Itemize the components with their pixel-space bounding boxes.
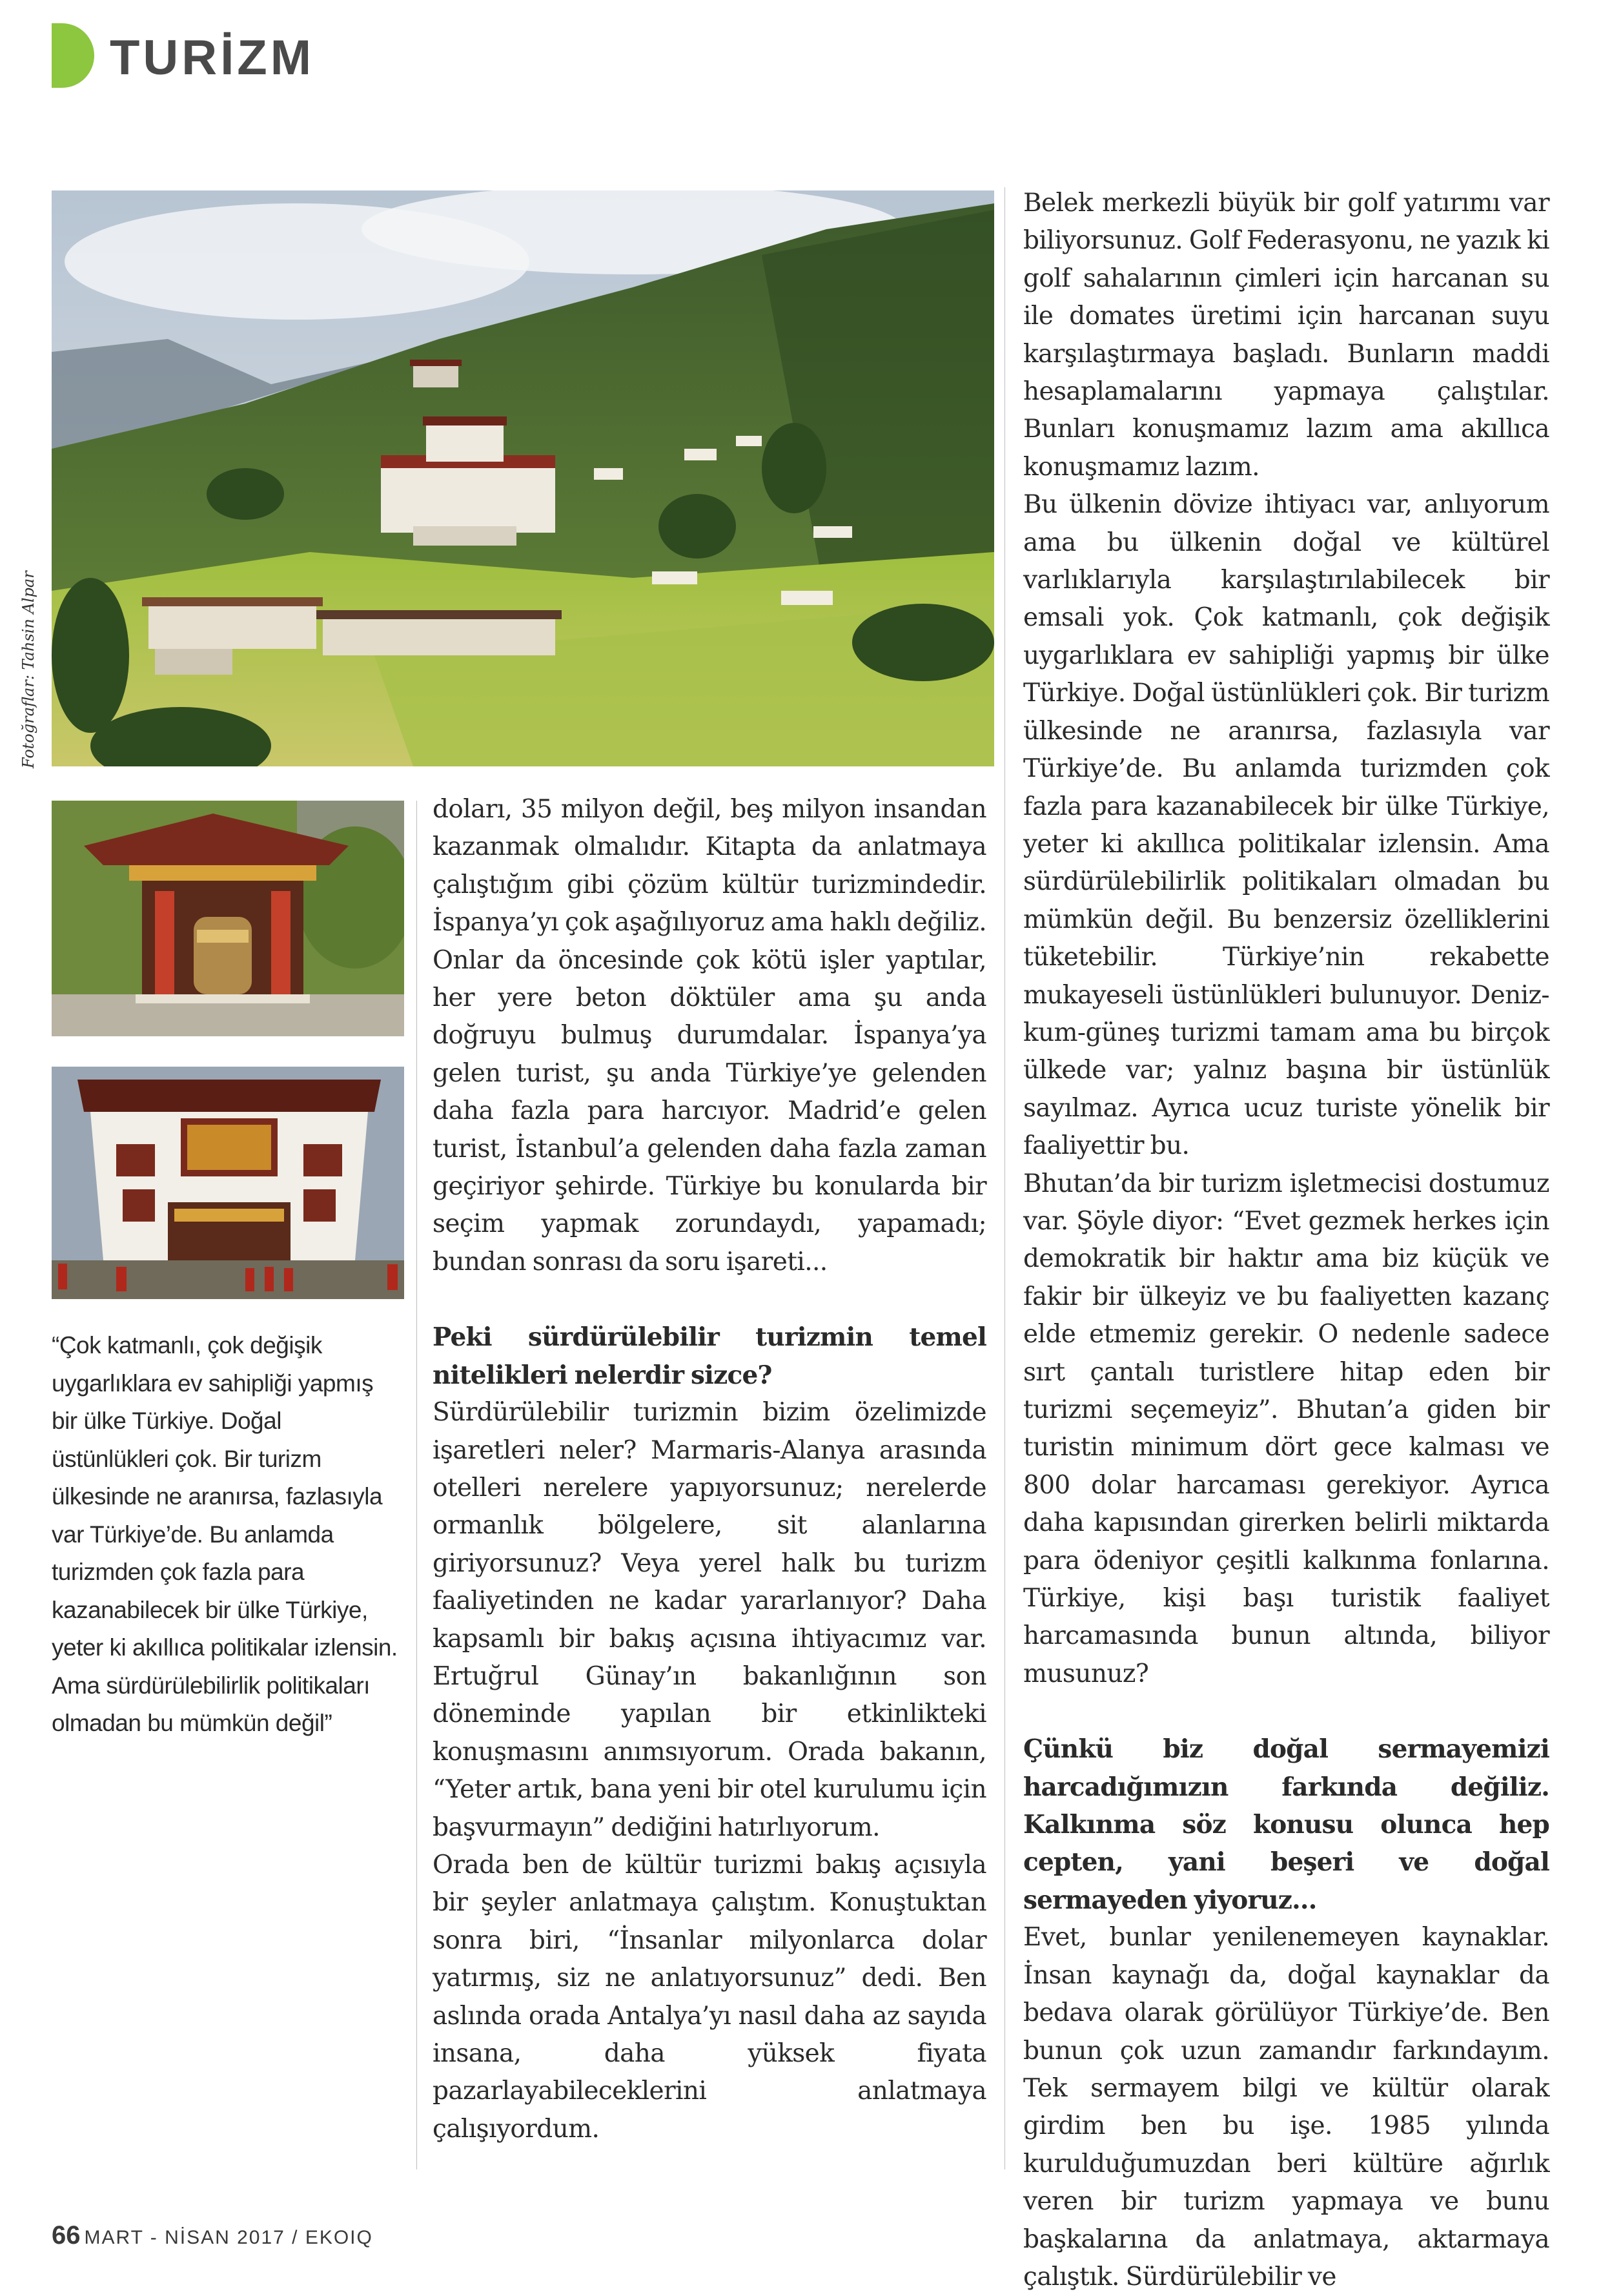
page-footer — [52, 2221, 373, 2250]
main-landscape-photo — [52, 190, 994, 766]
page-number: 66 — [52, 2221, 81, 2250]
paragraph: doları, 35 milyon değil, beş milyon insandan kazanmak olmalıdır. Kitapta da anlatmaya çalıştığım gibi çözüm kültür turizmindedir. İspanya’yı çok aşağılıyoruz ama haklı değiliz. Onlar da öncesinde çok kötü işler yaptılar, her yere beton döktüler ama şu anda doğruyu bulmuş durumdalar. İspanya’ya gelen turist, şu anda Türkiye’ye gelenden daha fazla para harcıyor. Madrid’e gelen turist, İstanbul’a gelenden daha fazla zaman geçiriyor şehirde. Türkiye bu konularda bir seçim yapmak zorundaydı, yapamadı; bundan sonrası da soru işareti... — [433, 795, 986, 1276]
paragraph: Bhutan’da bir turizm işletmecisi dostumuz var. Şöyle diyor: “Evet gezmek herkes için demokratik bir haktır ama biz küçük ve fakir bir ülkeyiz ve bu faaliyetten kazanç elde etmemiz gerekir. O nedenle sadece sırt çantalı turistlere hitap eden bir turizmi seçemeyiz”. Bhutan’a giden bir turistin minimum dört gece kalması ve 800 dolar harcaması gerekiyor. Ayrıca daha kapısından girerken belirli miktarda para ödeniyor çeşitli kalkınma fonlarına. Türkiye, kişi başı turistik faaliyet harcamasında bunun altında, biliyor musunuz? — [1023, 1169, 1549, 1688]
column-divider-left — [416, 801, 417, 2169]
dzong-facade-photo — [52, 1067, 404, 1299]
dzong-image — [52, 1067, 404, 1299]
spacer — [433, 1281, 986, 1318]
right-text-column — [1023, 185, 1549, 2296]
spacer — [1023, 1693, 1549, 1730]
paragraph: Bu ülkenin dövize ihtiyacı var, anlıyorum ama bu ülkenin doğal ve kültürel varlıklarıyla karşılaştırılabilecek bir emsali yok. Çok katmanlı, çok değişik uygarlıklara ev sahipliği yapmış bir ülke Türkiye. Doğal üstünlükleri çok. Bir turizm ülkesinde ne aranırsa, fazlasıyla var Türkiye’de. Bu anlamda turizmden çok fazla para kazanabilecek bir ülke Türkiye, yeter ki akıllıca politikalar izlensin. Ama sürdürülebilirlik politikaları olmadan bu mümkün değil. Bu benzersiz özelliklerini tüketebilir. Türkiye’nin rekabette mukayeseli üstünlükleri bulunuyor. Deniz-kum-güneş turizmi tamam ama bu birçok ülkede var; yalnız başına bir üstünlük sayılmaz. Ayrıca ucuz turiste yönelik bir faaliyettir bu. — [1023, 490, 1549, 1161]
prayer-wheel-temple-photo — [52, 801, 404, 1036]
paragraph: Belek merkezli büyük bir golf yatırımı var biliyorsunuz. Golf Federasyonu, ne yazık ki golf sahalarının çimleri için harcanan su ile domates üretimi için harcanan suyu karşılaştırmaya başladı. Bunların maddi hesaplamalarını yapmaya çalıştılar. Bunları konuşmamız lazım ama akıllıca konuşmamız lazım. — [1023, 189, 1549, 482]
pull-quote-text: “Çok katmanlı, çok değişik uygarlıklara ev sahipliği yapmış bir ülke Türkiye. Doğal üstünlükleri çok. Bir turizm ülkesinde ne aranırsa, fazlasıyla var Türkiye’de. Bu anlamda turizmden çok fazla para kazanabilecek bir ülke Türkiye, yeter ki akıllıca politikalar izlensin. Ama sürdürülebilirlik politikaları olmadan bu mümkün değil” — [52, 1332, 398, 1736]
middle-text-column — [433, 791, 986, 2148]
temple-image — [52, 801, 404, 1036]
section-title: TURİZM — [110, 30, 315, 85]
paragraph: Orada ben de kültür turizmi bakış açısıyla bir şeyler anlatmaya çalıştım. Konuştuktan sonra biri, “İnsanlar milyonlarca dolar yatırmış, siz ne anlatıyorsunuz” dedi. Ben aslında orada Antalya’yı nasıl daha az sayıda insana, daha yüksek fiyata pazarlayabileceklerini anlatmaya çalışıyordum. — [433, 1850, 986, 2144]
paragraph: Sürdürülebilir turizmin bizim özelimizde işaretleri neler? Marmaris-Alanya arasında otelleri nerelere yapıyorsunuz; nerelerde ormanlık bölgelere, sit alanlarına giriyorsunuz? Veya yerel halk bu turizm faaliyetinden ne kadar yararlanıyor? Daha kapsamlı bir bakış açısına ihtiyacımız var. Ertuğrul Günay’ın bakanlığının son döneminde yapılan bir etkinlikteki konuşmasını anımsıyorum. Orada bakanın, “Yeter artık, bana yeni bir otel kurulumu için başvurmayın” dediğini hatırlıyorum. — [433, 1398, 986, 1842]
pull-quote — [52, 1327, 400, 1743]
landscape-image — [52, 190, 994, 766]
interview-question: Çünkü biz doğal sermayemizi harcadığımızın farkında değiliz. Kalkınma söz konusu olunca hep cepten, yani beşeri ve doğal sermayeden yiyoruz... — [1023, 1734, 1549, 1915]
issue-info: MART - NİSAN 2017 / EKOIQ — [84, 2227, 373, 2248]
interview-question: Peki sürdürülebilir turizmin temel nitelikleri nelerdir sizce? — [433, 1322, 986, 1390]
column-divider-right — [1004, 187, 1005, 2169]
section-marker — [52, 23, 94, 88]
paragraph: Evet, bunlar yenilenemeyen kaynaklar. İnsan kaynağı da, doğal kaynaklar da bedava olarak görülüyor Türkiye’de. Ben bunun çok uzun zamandır farkındayım. Tek sermayem bilgi ve kültür olarak girdim ben bu işe. 1985 yılında kurulduğumuzdan beri kültüre ağırlık veren bir turizm yapmaya ve bunu başkalarına da anlatmaya, aktarmaya çalıştık. Sürdürülebilir ve — [1023, 1923, 1549, 2291]
photo-credit: Fotoğraflar: Tahsin Alpar — [19, 571, 37, 768]
